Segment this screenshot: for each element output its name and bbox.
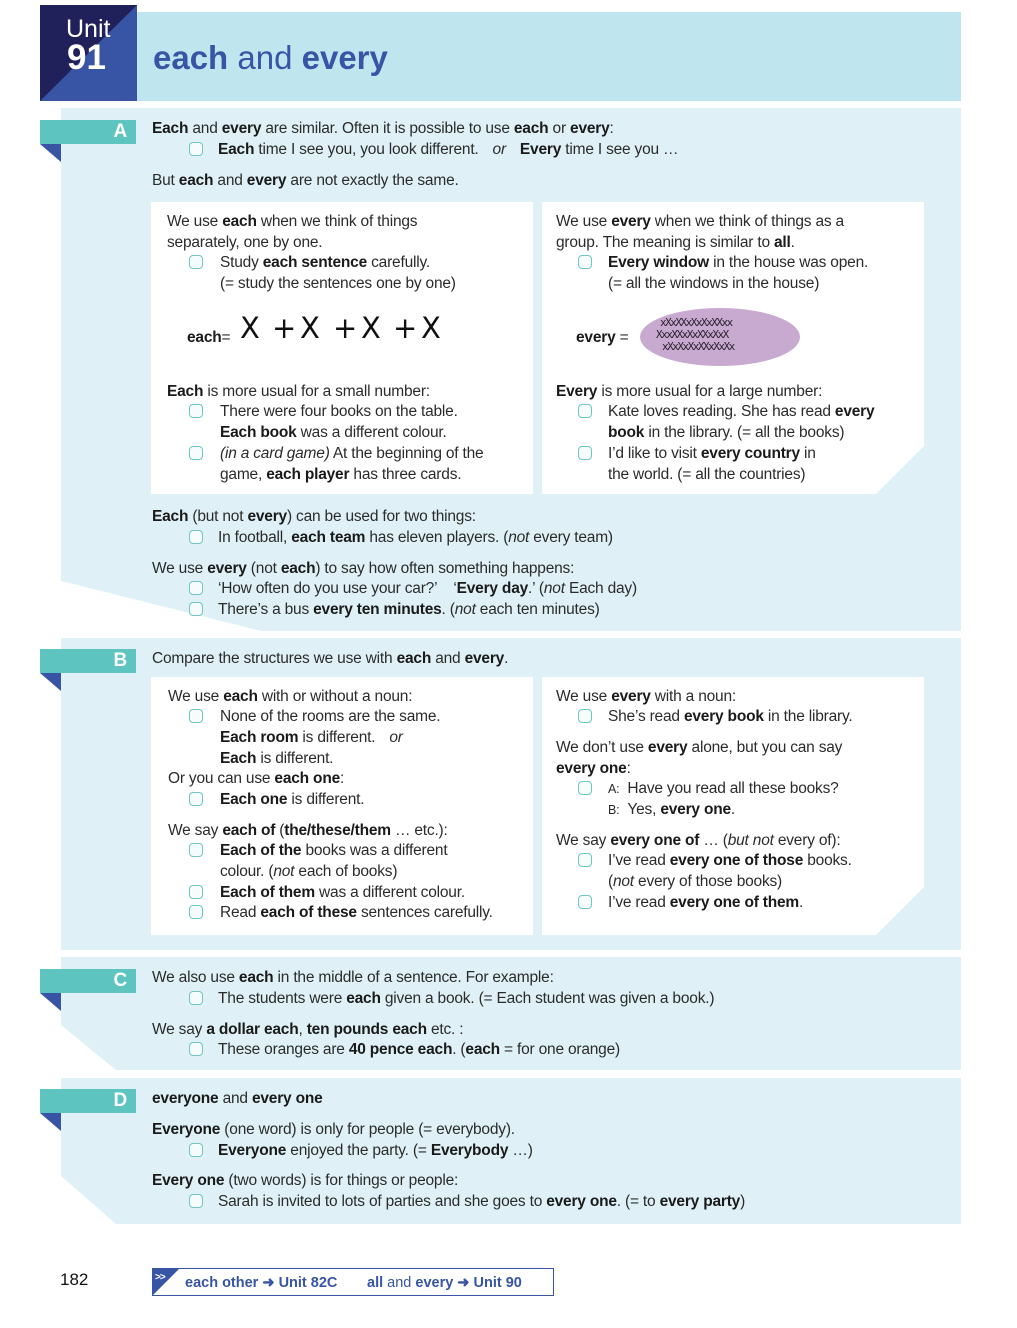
- bold-term: Everyone: [218, 1142, 287, 1159]
- text-run: We use: [168, 688, 224, 705]
- text-run: was a different colour.: [296, 424, 447, 441]
- text-run: . (= to: [616, 1193, 660, 1210]
- title-each: each: [153, 39, 229, 76]
- text-run: I’d like to visit: [608, 445, 701, 462]
- bold-term: every: [834, 403, 875, 420]
- plus-sign: +: [272, 311, 297, 345]
- bold-term: every: [464, 650, 505, 667]
- bold-term: each: [222, 213, 257, 230]
- text-run: ) to say how often something happens:: [315, 560, 575, 577]
- text-run: are similar. Often it is possible to use: [261, 120, 514, 137]
- text-run: etc. :: [426, 1021, 464, 1038]
- text-run: We also use: [152, 969, 239, 986]
- text-run: Kate loves reading. She has read: [608, 403, 835, 420]
- text-run: time I see you, you look different.: [254, 141, 479, 158]
- text-run: is more usual for a small number:: [203, 383, 430, 400]
- section-corner-cut: [61, 1176, 116, 1224]
- bold-term: each: [513, 120, 549, 137]
- text-run: (: [275, 822, 285, 839]
- c-p1: [152, 968, 554, 989]
- bold-term: every: [207, 560, 247, 577]
- text-run: But: [152, 172, 179, 189]
- text-run: Read: [220, 904, 261, 921]
- b-right-ex2-line1: [608, 779, 839, 800]
- each-ex1-line2: (= study the sentences one by one): [220, 275, 456, 292]
- text-run: (one word) is only for people (= everybody).: [220, 1121, 515, 1138]
- text-run: We use: [556, 213, 612, 230]
- bold-term: a dollar each: [206, 1021, 299, 1038]
- each-p1-line1: [167, 212, 417, 233]
- text-run: .: [799, 894, 804, 911]
- italic-note: or: [492, 141, 506, 158]
- title-and: and: [228, 39, 302, 76]
- x-mark-icon: X: [421, 311, 441, 345]
- b-left-ex1-line3: [220, 749, 333, 770]
- each-ex2-line1: There were four books on the table.: [220, 403, 458, 420]
- bold-term: book: [608, 424, 645, 441]
- b-right-ex2-line2: [608, 800, 735, 821]
- bold-term: each: [396, 650, 432, 667]
- bold-term: each: [187, 329, 222, 346]
- text-run: ,: [298, 1021, 307, 1038]
- x-cluster-row: xXxXXxXxXxXXxx: [660, 316, 732, 329]
- example-checkbox[interactable]: [189, 404, 203, 418]
- every-ex1-line2: (= all the windows in the house): [608, 275, 820, 292]
- title-bar: [137, 12, 961, 101]
- text-run: Unit 82C: [278, 1275, 338, 1291]
- text-run: Sarah is invited to lots of parties and she goes to: [218, 1193, 547, 1210]
- x-cluster-row: xXxXxXxXXxXxXx: [662, 340, 734, 353]
- a-intro: [152, 119, 614, 140]
- text-run: and: [431, 650, 465, 667]
- bold-term: each: [178, 172, 214, 189]
- example-checkbox[interactable]: [189, 843, 203, 857]
- italic-note: not: [454, 601, 476, 618]
- bold-term: all: [773, 234, 791, 251]
- text-run: was a different colour.: [314, 884, 465, 901]
- example-checkbox[interactable]: [189, 1194, 203, 1208]
- bold-term: each: [223, 688, 258, 705]
- text-run: colour. (: [220, 863, 274, 880]
- each-ex3-line1: [220, 444, 483, 465]
- text-run: . (: [452, 1041, 466, 1058]
- text-run: … (: [699, 832, 728, 849]
- text-run: .: [730, 801, 736, 818]
- example-checkbox[interactable]: [189, 530, 203, 544]
- every-p1-line2: [556, 233, 795, 254]
- text-run: are not exactly the same.: [286, 172, 459, 189]
- text-run: (but not: [188, 508, 248, 525]
- b-left-ex1-line1: None of the rooms are the same.: [220, 708, 441, 725]
- example-checkbox[interactable]: [578, 404, 592, 418]
- x-mark-icon: X: [240, 311, 260, 345]
- bold-term: every ten minutes: [313, 601, 442, 618]
- text-run: with or without a noun:: [257, 688, 413, 705]
- bold-term: Each of them: [220, 884, 315, 901]
- text-run: when we think of things as a: [650, 213, 844, 230]
- text-run: time I see you …: [561, 141, 679, 158]
- bold-term: every: [576, 329, 616, 346]
- group-of-x-marks-illustration: [640, 308, 800, 366]
- tab-fold: [40, 993, 61, 1011]
- text-run: Have you read all these books?: [627, 780, 839, 797]
- bold-term: every: [570, 120, 610, 137]
- every-ex2-line2: [608, 423, 844, 444]
- text-run: each other: [185, 1275, 259, 1291]
- text-run: Compare the structures we use with: [152, 650, 397, 667]
- bold-term: every: [611, 213, 651, 230]
- text-run: =: [619, 329, 629, 346]
- d-p1: [152, 1120, 515, 1141]
- unit-number: 91: [67, 38, 106, 77]
- a-but-line: [152, 171, 459, 192]
- text-run: carefully.: [367, 254, 430, 271]
- bold-term: every: [221, 120, 262, 137]
- text-run: We don’t use: [556, 739, 648, 756]
- bold-term: the/these/them: [284, 822, 391, 839]
- b-right-p2-line1: [556, 738, 842, 759]
- every-ex1-line1: [608, 253, 868, 274]
- bold-term: every one: [556, 760, 627, 777]
- double-chevron-icon: >>: [155, 1272, 165, 1283]
- text-run: We use: [152, 560, 208, 577]
- a-how-often: [152, 559, 574, 580]
- bold-term: every: [247, 508, 287, 525]
- b-left-p1: [168, 687, 412, 708]
- text-run: ) can be used for two things:: [286, 508, 476, 525]
- text-run: These oranges are: [218, 1041, 349, 1058]
- text-run: .: [790, 234, 795, 251]
- bold-term: Each: [220, 750, 257, 767]
- text-run: .’ (: [528, 580, 544, 597]
- b-right-ex3-line1: [608, 851, 852, 872]
- bold-term: every one: [251, 1090, 323, 1107]
- bold-term: every one: [660, 801, 731, 818]
- bold-term: everyone: [152, 1090, 219, 1107]
- text-run: each ten minutes): [475, 601, 600, 618]
- text-run: every of those books): [633, 873, 783, 890]
- d-ex1: [218, 1141, 533, 1162]
- text-run: and: [213, 172, 247, 189]
- text-run: all: [367, 1275, 384, 1291]
- text-run: books.: [803, 852, 852, 869]
- text-run: is more usual for a large number:: [597, 383, 823, 400]
- bold-term: Every window: [608, 254, 709, 271]
- tab-fold: [40, 673, 61, 691]
- bold-term: Each: [167, 383, 204, 400]
- d-p2: [152, 1171, 458, 1192]
- text-run: There’s a bus: [218, 601, 314, 618]
- text-run: sentences carefully.: [356, 904, 493, 921]
- example-checkbox[interactable]: [578, 853, 592, 867]
- text-run: We say: [152, 1021, 207, 1038]
- b-right-p2-line2: [556, 759, 631, 780]
- every-illustration-label: [576, 328, 628, 349]
- bold-term: each: [280, 560, 316, 577]
- b-left-ex3-line2: [220, 862, 397, 883]
- italic-note: not: [508, 529, 530, 546]
- d-heading: [152, 1089, 323, 1110]
- b-left-p3: [168, 821, 448, 842]
- text-run: in the house was open.: [708, 254, 869, 271]
- bold-term: Each: [152, 508, 189, 525]
- text-run: ➜: [453, 1275, 474, 1291]
- bold-term: Each: [152, 120, 189, 137]
- bold-term: every party: [659, 1193, 741, 1210]
- text-run: has three cards.: [349, 466, 462, 483]
- bold-term: Every: [556, 383, 598, 400]
- text-run: in the middle of a sentence. For example:: [273, 969, 554, 986]
- text-run: is different.: [298, 729, 376, 746]
- text-run: enjoyed the party. (=: [286, 1142, 431, 1159]
- text-run: each of books): [294, 863, 398, 880]
- example-checkbox[interactable]: [189, 1143, 203, 1157]
- unit-badge: [40, 5, 137, 101]
- each-ex2-line2: [220, 423, 447, 444]
- bold-term: each team: [291, 529, 366, 546]
- text-run: in the library. (= all the books): [644, 424, 845, 441]
- text-run: in the library.: [763, 708, 853, 725]
- each-p2: [167, 382, 430, 403]
- bold-term: ten pounds each: [306, 1021, 427, 1038]
- italic-note: not: [543, 580, 565, 597]
- every-ex2-line1: [608, 402, 874, 423]
- text-run: =: [221, 329, 231, 346]
- example-checkbox[interactable]: [189, 792, 203, 806]
- tab-fold: [40, 144, 61, 162]
- example-checkbox[interactable]: [578, 255, 592, 269]
- text-run: has eleven players. (: [365, 529, 509, 546]
- text-run: group. The meaning is similar to: [556, 234, 774, 251]
- bold-term: every: [246, 172, 287, 189]
- bold-term: every book: [683, 708, 764, 725]
- text-run: We say: [168, 822, 223, 839]
- text-run: and: [188, 120, 222, 137]
- text-run: I’ve read: [608, 894, 670, 911]
- bold-term: each player: [266, 466, 350, 483]
- b-right-ex3-line2: [608, 872, 782, 893]
- b-left-ex3-line1: [220, 841, 447, 862]
- each-illustration-label: [187, 328, 230, 349]
- cross-reference-box: [152, 1268, 554, 1296]
- b-left-ex2: [220, 790, 364, 811]
- xref-link-unit-90[interactable]: [367, 1273, 522, 1294]
- bold-term: Every one: [152, 1172, 225, 1189]
- bold-term: Every: [519, 141, 562, 158]
- bold-term: every: [611, 688, 651, 705]
- bold-term: every one of those: [669, 852, 804, 869]
- example-checkbox[interactable]: [189, 991, 203, 1005]
- b-right-ex4: [608, 893, 803, 914]
- text-run: At the beginning of the: [329, 445, 484, 462]
- text-run: .: [504, 650, 509, 667]
- a-two-things: [152, 507, 476, 528]
- italic-note: or: [389, 729, 403, 746]
- every-ex3-line1: [608, 444, 816, 465]
- x-cluster-row: XxxXXxXxXXxXxX: [656, 328, 728, 341]
- text-run: :: [340, 770, 345, 787]
- section-corner-cut: [61, 1025, 116, 1070]
- page-title: [153, 38, 388, 78]
- section-tab-b: B: [40, 649, 136, 673]
- unit-label: Unit: [66, 15, 111, 43]
- text-run: game,: [220, 466, 267, 483]
- bold-term: every one of them: [669, 894, 800, 911]
- plus-sign: +: [333, 311, 358, 345]
- b-right-ex1: [608, 707, 852, 728]
- example-checkbox[interactable]: [189, 709, 203, 723]
- example-checkbox[interactable]: [189, 142, 203, 156]
- text-run: We use: [556, 688, 612, 705]
- example-checkbox[interactable]: [189, 1042, 203, 1056]
- text-run: :: [626, 760, 631, 777]
- text-run: and: [383, 1275, 416, 1291]
- example-checkbox[interactable]: [189, 885, 203, 899]
- each-ex3-line2: [220, 465, 461, 486]
- b-right-p3: [556, 831, 840, 852]
- bold-term: each: [238, 969, 274, 986]
- text-run: is different.: [256, 750, 334, 767]
- text-run: or: [548, 120, 571, 137]
- text-run: Unit 90: [473, 1275, 522, 1291]
- bold-term: Each room: [220, 729, 299, 746]
- text-run: every of):: [773, 832, 841, 849]
- b-intro: [152, 649, 508, 670]
- text-run: and: [218, 1090, 252, 1107]
- example-checkbox[interactable]: [578, 709, 592, 723]
- italic-note: but not: [727, 832, 774, 849]
- b-right-p1: [556, 687, 736, 708]
- example-checkbox[interactable]: [189, 602, 203, 616]
- bold-term: Each of the: [220, 842, 302, 859]
- section-tab-d: D: [40, 1089, 136, 1113]
- every-p1-line1: [556, 212, 844, 233]
- text-run: :: [609, 120, 614, 137]
- example-checkbox[interactable]: [189, 581, 203, 595]
- text-run: She’s read: [608, 708, 684, 725]
- a-example-1: [218, 140, 678, 161]
- text-run: (two words) is for things or people:: [224, 1172, 459, 1189]
- section-tab-a: A: [40, 120, 136, 144]
- bold-term: Each one: [220, 791, 288, 808]
- bold-term: Every day: [456, 580, 529, 597]
- example-checkbox[interactable]: [578, 446, 592, 460]
- text-run: … etc.):: [390, 822, 448, 839]
- text-run: I’ve read: [608, 852, 670, 869]
- bold-term: each sentence: [262, 254, 367, 271]
- bold-term: each: [465, 1041, 500, 1058]
- text-run: ‘How often do you use your car?’: [218, 580, 438, 597]
- xref-link-unit-82c[interactable]: [185, 1273, 337, 1294]
- text-run: In football,: [218, 529, 292, 546]
- tab-fold: [40, 1113, 61, 1131]
- c-ex2: [218, 1040, 620, 1061]
- text-run: every: [415, 1275, 454, 1291]
- a-example-car: [218, 579, 637, 600]
- example-checkbox[interactable]: [189, 905, 203, 919]
- text-run: when we think of things: [256, 213, 418, 230]
- x-mark-icon: X: [361, 311, 381, 345]
- bold-term: each: [346, 990, 381, 1007]
- a-example-bus: [218, 600, 600, 621]
- text-run: We say: [556, 832, 611, 849]
- c-ex1: [218, 989, 714, 1010]
- x-mark-icon: X: [300, 311, 320, 345]
- b-left-ex4: [220, 883, 465, 904]
- text-run: . (: [441, 601, 455, 618]
- bold-term: each one: [274, 770, 341, 787]
- every-p2: [556, 382, 822, 403]
- text-run: is different.: [287, 791, 365, 808]
- text-run: (not: [246, 560, 281, 577]
- bold-term: Everyone: [152, 1121, 221, 1138]
- title-every: every: [301, 39, 388, 76]
- bold-term: every one: [546, 1193, 617, 1210]
- text-run: (: [608, 873, 613, 890]
- text-run: Or you can use: [168, 770, 275, 787]
- bold-term: Everybody: [430, 1142, 509, 1159]
- page-number: 182: [60, 1270, 89, 1289]
- example-checkbox[interactable]: [578, 781, 592, 795]
- text-run: in: [799, 445, 816, 462]
- text-run: alone, but you can say: [687, 739, 843, 756]
- example-checkbox[interactable]: [578, 895, 592, 909]
- text-run: ‘: [453, 580, 457, 597]
- text-run: Study: [220, 254, 263, 271]
- d-ex2: [218, 1192, 745, 1213]
- bold-term: every country: [700, 445, 800, 462]
- b-left-p2: [168, 769, 344, 790]
- a-example-football: [218, 528, 613, 549]
- bold-term: each of these: [260, 904, 357, 921]
- text-run: = for one orange): [499, 1041, 620, 1058]
- text-run: Each day): [564, 580, 637, 597]
- every-ex3-line2: the world. (= all the countries): [608, 466, 806, 483]
- bold-term: every one of: [610, 832, 700, 849]
- text-run: The students were: [218, 990, 347, 1007]
- text-run: books was a different: [301, 842, 448, 859]
- section-tab-c: C: [40, 969, 136, 993]
- text-run: with a noun:: [650, 688, 736, 705]
- example-checkbox[interactable]: [189, 446, 203, 460]
- bold-term: every: [647, 739, 688, 756]
- bold-term: 40 pence each: [348, 1041, 453, 1058]
- b-left-ex5: [220, 903, 493, 924]
- text-run: ): [740, 1193, 746, 1210]
- plus-sign: +: [393, 311, 418, 345]
- text-run: A:: [608, 782, 620, 796]
- bold-term: each of: [222, 822, 276, 839]
- text-run: given a book. (= Each student was given a book.): [380, 990, 715, 1007]
- text-run: We use: [167, 213, 223, 230]
- example-checkbox[interactable]: [189, 255, 203, 269]
- italic-note: not: [612, 873, 634, 890]
- text-run: every team): [529, 529, 613, 546]
- text-run: ➜: [258, 1275, 279, 1291]
- each-ex1-line1: [220, 253, 430, 274]
- c-p2: [152, 1020, 463, 1041]
- each-p1-line2: separately, one by one.: [167, 234, 323, 251]
- b-left-ex1-line2: [220, 728, 403, 749]
- italic-note: not: [273, 863, 295, 880]
- italic-note: (in a card game): [220, 445, 330, 462]
- bold-term: Each: [218, 141, 255, 158]
- text-run: …): [508, 1142, 533, 1159]
- bold-term: Each book: [220, 424, 297, 441]
- text-run: Yes,: [627, 801, 661, 818]
- text-run: B:: [608, 803, 620, 817]
